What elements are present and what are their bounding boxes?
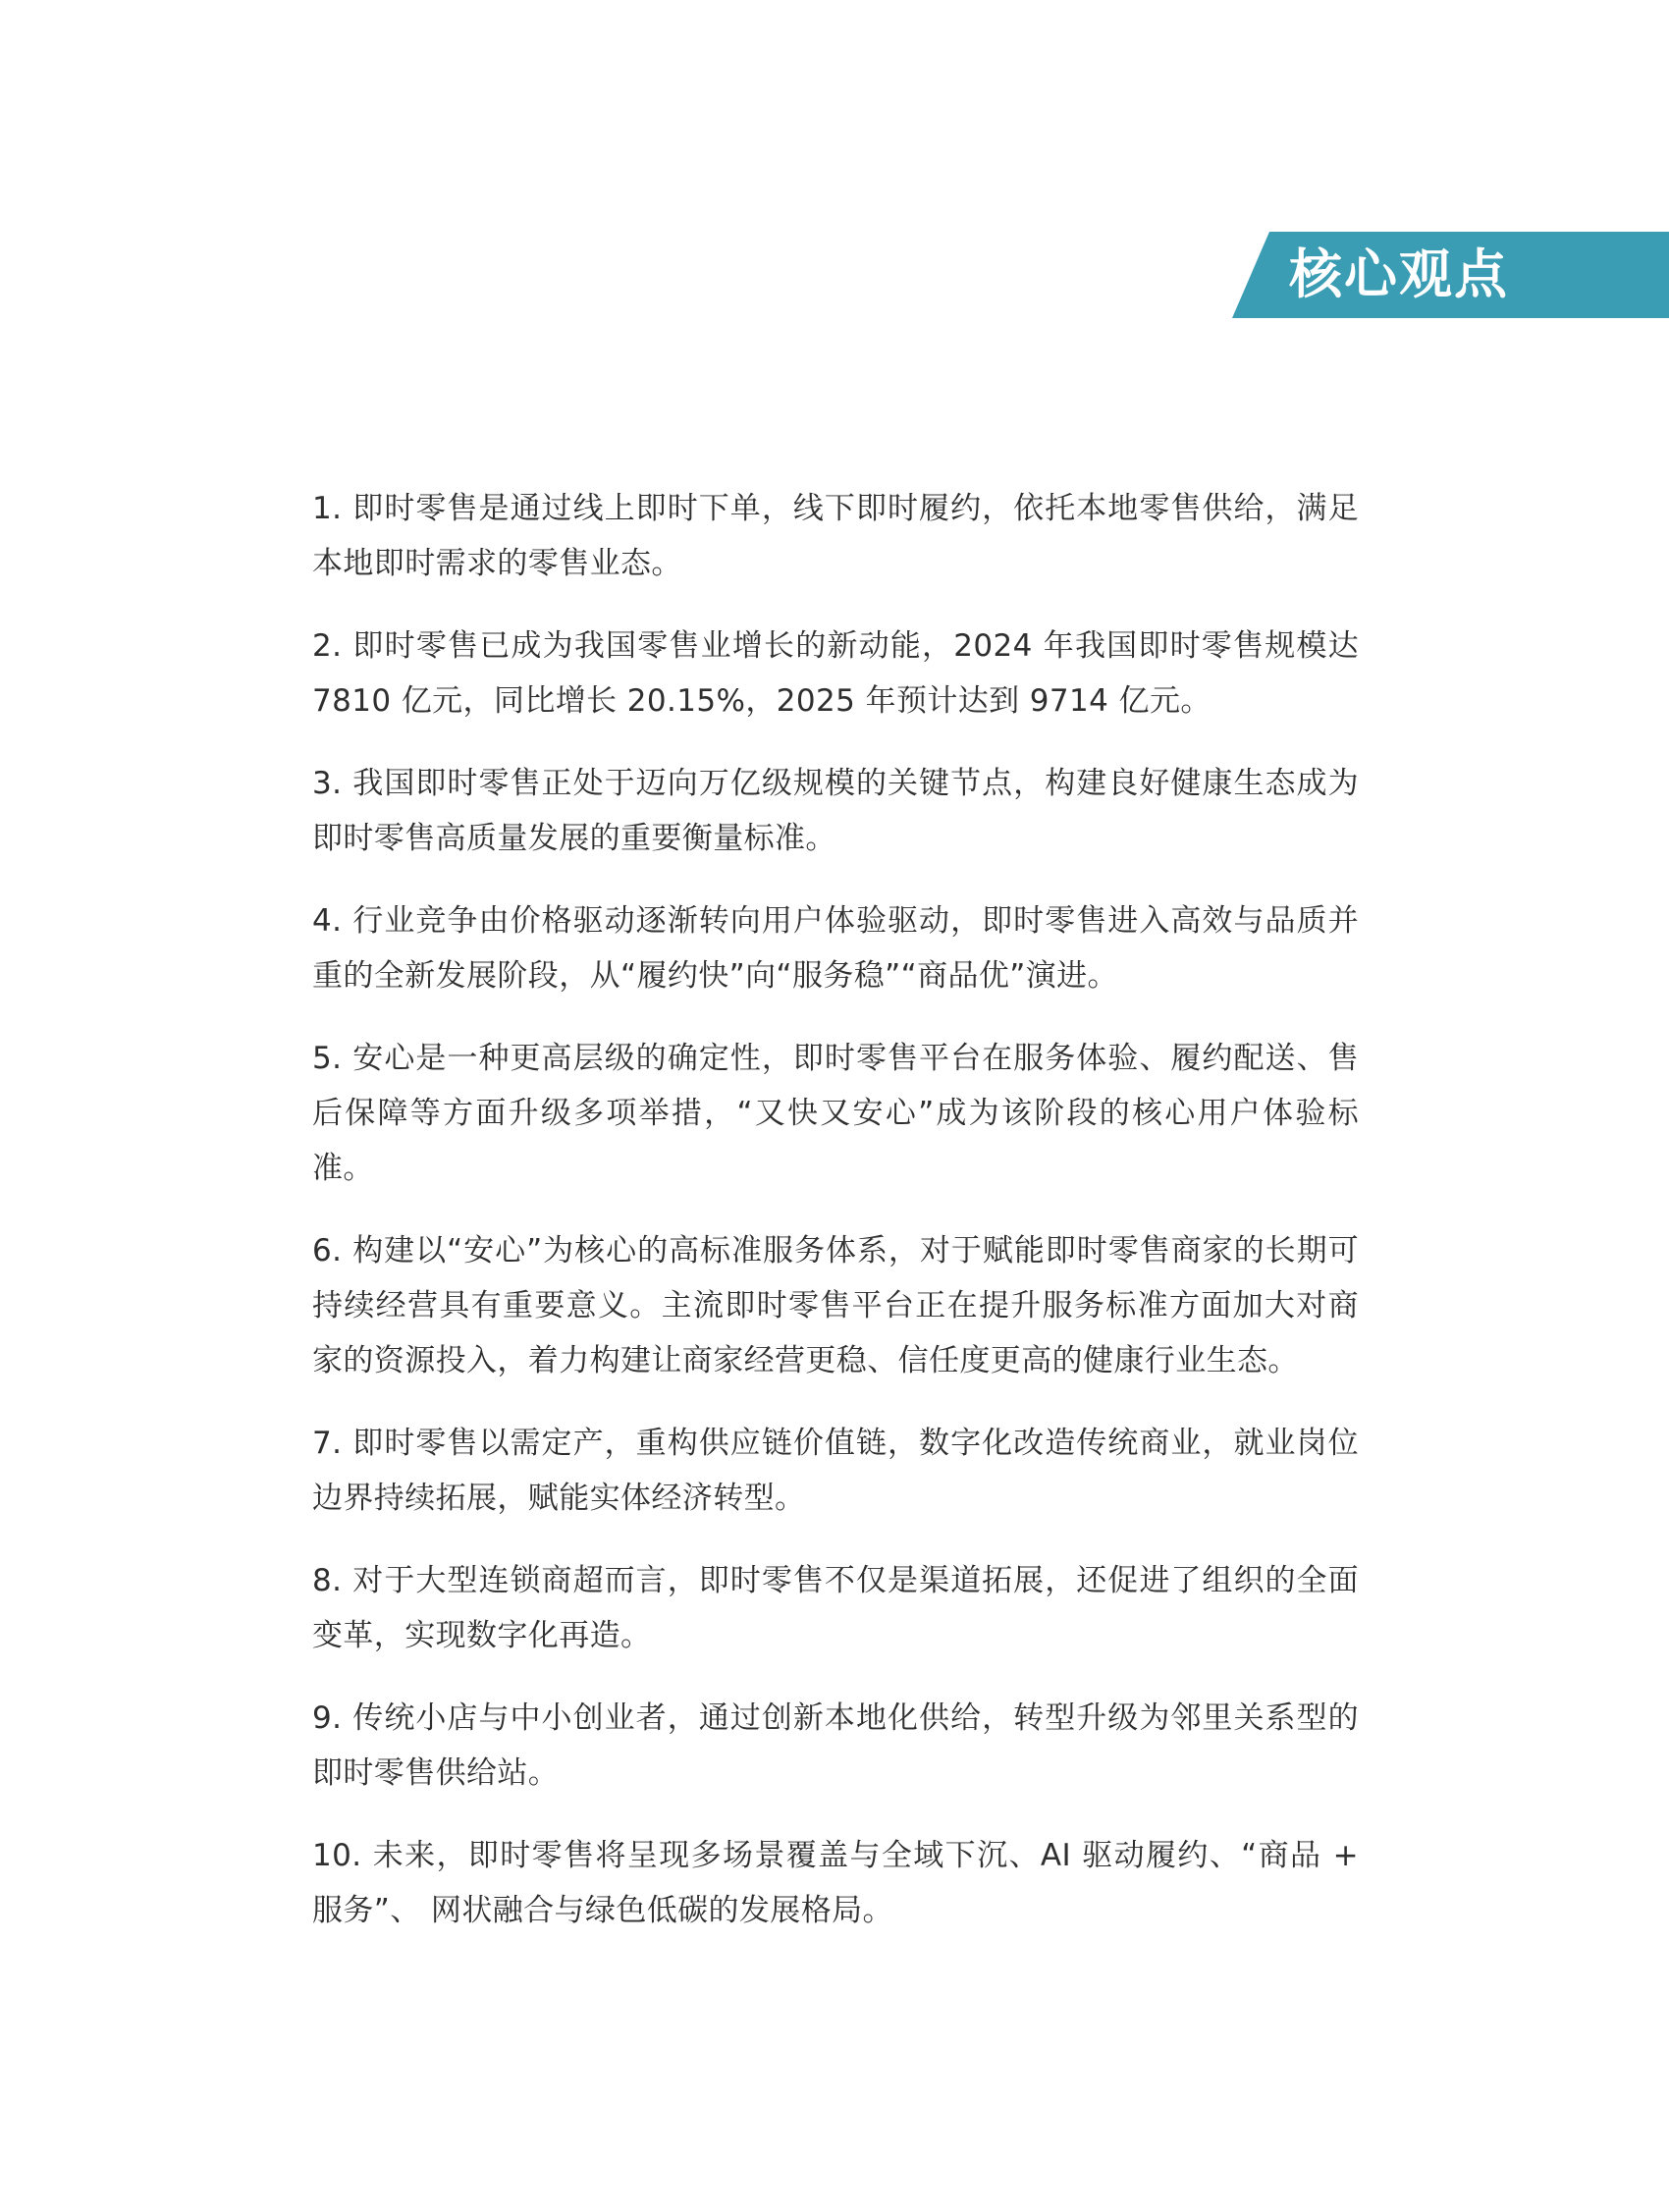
key-point-9: 9. 传统小店与中小创业者，通过创新本地化供给，转型升级为邻里关系型的即时零售供给站。 (312, 1700, 1359, 1791)
section-title: 核心观点 (1289, 243, 1509, 305)
key-points-list (312, 481, 1359, 1966)
key-point-6: 6. 构建以“安心”为核心的高标准服务体系，对于赋能即时零售商家的长期可持续经营具有重要意义。主流即时零售平台正在提升服务标准方面加大对商家的资源投入，着力构建让商家经营更稳、信任度更高的健康行业生态。 (312, 1233, 1359, 1378)
key-point-1: 1. 即时零售是通过线上即时下单，线下即时履约，依托本地零售供给，满足本地即时需求的零售业态。 (312, 491, 1359, 581)
key-point-10: 10. 未来，即时零售将呈现多场景覆盖与全域下沉、AI 驱动履约、“商品 + 服务”、 网状融合与绿色低碳的发展格局。 (312, 1838, 1359, 1928)
key-point-8: 8. 对于大型连锁商超而言，即时零售不仅是渠道拓展，还促进了组织的全面变革，实现数字化再造。 (312, 1563, 1359, 1653)
key-point-4: 4. 行业竞争由价格驱动逐渐转向用户体验驱动，即时零售进入高效与品质并重的全新发展阶段，从“履约快”向“服务稳”“商品优”演进。 (312, 903, 1359, 994)
key-point-7: 7. 即时零售以需定产，重构供应链价值链，数字化改造传统商业，就业岗位边界持续拓展，赋能实体经济转型。 (312, 1426, 1359, 1516)
key-point-2: 2. 即时零售已成为我国零售业增长的新动能，2024 年我国即时零售规模达 7810 亿元，同比增长 20.15%，2025 年预计达到 9714 亿元。 (312, 628, 1359, 719)
key-point-3: 3. 我国即时零售正处于迈向万亿级规模的关键节点，构建良好健康生态成为即时零售高质量发展的重要衡量标准。 (312, 766, 1359, 856)
key-point-5: 5. 安心是一种更高层级的确定性，即时零售平台在服务体验、履约配送、售后保障等方面升级多项举措，“又快又安心”成为该阶段的核心用户体验标准。 (312, 1041, 1359, 1186)
